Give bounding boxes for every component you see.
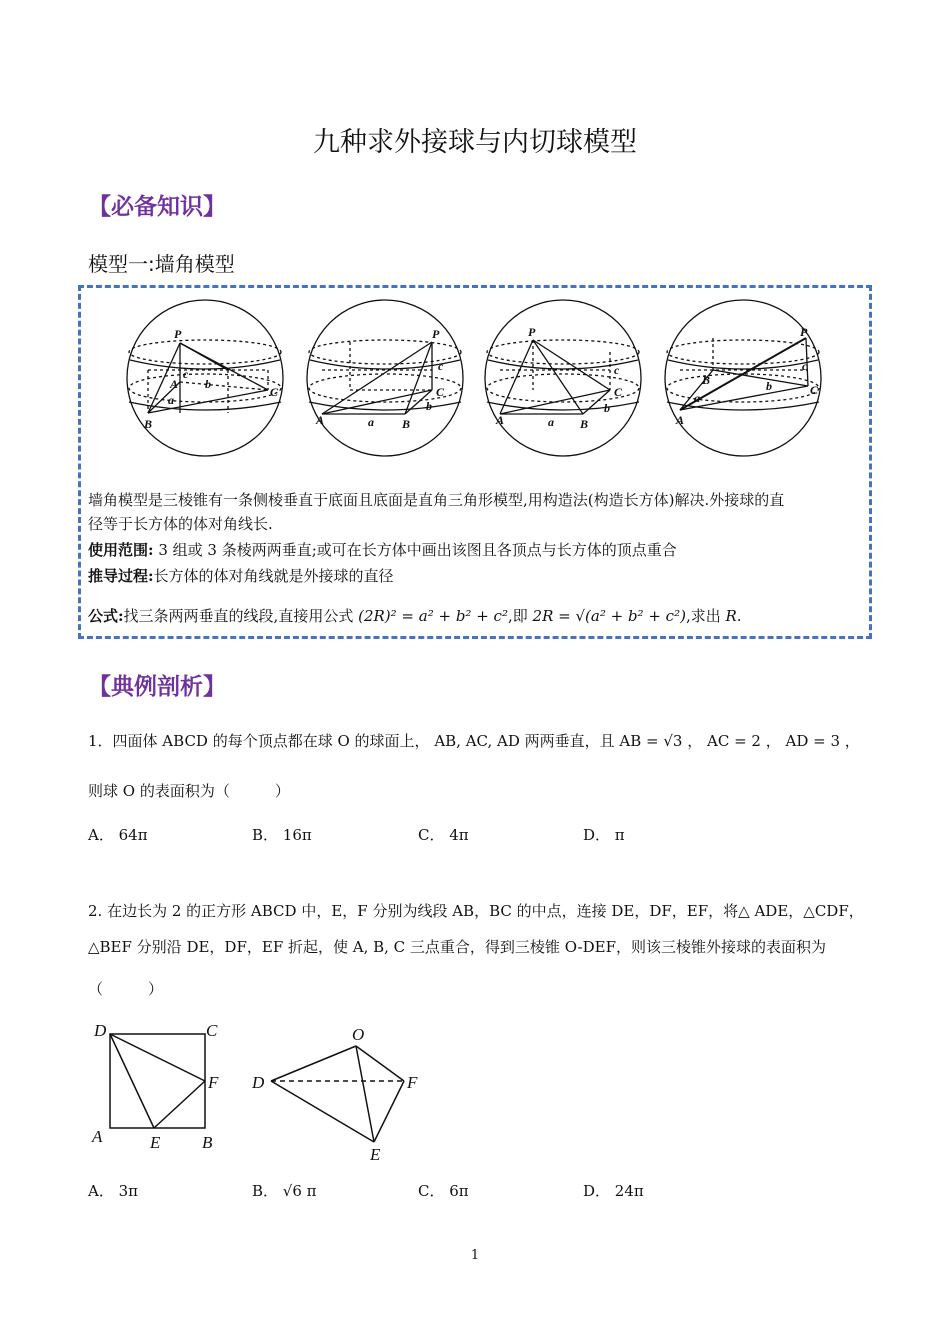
tet-label-F: F — [407, 1073, 418, 1092]
fig2-label-a: a — [368, 415, 374, 429]
fig4-label-c: c — [802, 359, 808, 373]
question-2-line-2: △BEF 分别沿 DE，DF，EF 折起，使 A, B, C 三点重合，得到三棱锥 O-DEF，则该三棱锥外接球的表面积为 — [88, 938, 826, 956]
fig4-label-b: b — [766, 379, 772, 393]
derivation-label: 推导过程: — [88, 567, 154, 585]
fig1-label-P: P — [174, 327, 182, 341]
sq-label-B: B — [202, 1133, 213, 1152]
fig2-label-C: C — [436, 385, 445, 399]
box-formula-line — [88, 604, 742, 628]
box-paragraph-1b: 径等于长方体的体对角线长. — [88, 515, 273, 533]
fig1-label-A: A — [170, 377, 179, 391]
q2-option-c[interactable]: C． 6π — [418, 1182, 469, 1200]
tetrahedron-figure — [271, 1046, 404, 1142]
usage-text: 3 组或 3 条棱两两垂直;或可在长方体中画出该图且各顶点与长方体的顶点重合 — [153, 541, 677, 559]
fig3-label-a: a — [548, 415, 554, 429]
tet-label-E: E — [370, 1145, 381, 1164]
derivation-text: 长方体的体对角线就是外接球的直径 — [153, 567, 394, 585]
fig3-label-B: B — [580, 417, 589, 431]
sq-label-D: D — [94, 1021, 107, 1040]
box-paragraph-1: 墙角模型是三棱锥有一条侧棱垂直于底面且底面是直角三角形模型,用构造法(构造长方体)解决.外接球的直 — [88, 491, 785, 509]
question-1-line-2: 则球 O 的表面积为（ ） — [88, 782, 290, 800]
fig4-label-A: A — [676, 413, 685, 427]
q2-option-a[interactable]: A． 3π — [88, 1182, 139, 1200]
page-number: 1 — [470, 1248, 480, 1263]
fig1-label-b: b — [205, 377, 211, 391]
fig3-label-P: P — [528, 325, 536, 339]
q1-option-d[interactable]: D． π — [583, 826, 625, 844]
tet-label-O: O — [352, 1025, 365, 1044]
sq-label-A: A — [92, 1127, 103, 1146]
fig4-label-a: a — [694, 391, 700, 405]
fig3-label-c: c — [614, 363, 620, 377]
fig1-label-C: C — [270, 385, 279, 399]
fig4-label-P: P — [800, 325, 808, 339]
fig3-label-C: C — [614, 385, 623, 399]
fig1-label-a: a — [168, 393, 174, 407]
sphere-figure-3 — [485, 300, 641, 456]
sphere-figure-4 — [665, 300, 821, 456]
formula-tail: ,求出 — [685, 607, 721, 625]
model-heading: 模型一:墙角模型 — [88, 252, 235, 276]
box-paragraph-3 — [88, 564, 394, 588]
q2-figures — [86, 1016, 436, 1166]
fig4-label-C: C — [810, 383, 819, 397]
fig2-label-c: c — [438, 359, 444, 373]
q1-option-b[interactable]: B． 16π — [252, 826, 312, 844]
fig2-label-P: P — [432, 327, 440, 341]
square-figure — [110, 1034, 205, 1128]
fig2-label-b: b — [426, 399, 432, 413]
sq-label-F: F — [208, 1073, 219, 1092]
section-heading-examples: 【典例剖析】 — [88, 674, 226, 700]
fig4-label-B: B — [702, 373, 711, 387]
fig3-label-A: A — [496, 413, 505, 427]
box-paragraph-2 — [88, 538, 677, 562]
question-2-line-3: （ ） — [88, 980, 164, 998]
fig1-label-B: B — [144, 417, 153, 431]
question-1-line-1: 1．四面体 ABCD 的每个顶点都在球 O 的球面上， AB, AC, AD 两两垂直，且 AB = √3 ， AC = 2 ， AD = 3 ， — [88, 732, 860, 750]
q1-option-a[interactable]: A． 64π — [88, 826, 148, 844]
q2-option-b[interactable]: B． √6 π — [252, 1182, 317, 1200]
sq-label-C: C — [206, 1021, 218, 1040]
formula-period: . — [736, 607, 742, 625]
formula-intro: 找三条两两垂直的线段,直接用公式 — [123, 607, 354, 625]
sphere-figure-2 — [307, 300, 463, 456]
formula-2: 2R = √(a² + b² + c²) — [532, 607, 686, 625]
sphere-figures — [120, 290, 840, 466]
fig3-label-b: b — [604, 401, 610, 415]
section-heading-knowledge: 【必备知识】 — [88, 194, 226, 220]
formula-var-R: R — [725, 607, 737, 625]
question-2-line-1: 2. 在边长为 2 的正方形 ABCD 中，E，F 分别为线段 AB，BC 的中点，连接 DE，DF，EF，将△ ADE，△CDF， — [88, 902, 864, 920]
usage-label: 使用范围: — [88, 541, 154, 559]
q2-option-d[interactable]: D． 24π — [583, 1182, 644, 1200]
formula-label: 公式: — [88, 607, 124, 625]
page-title: 九种求外接球与内切球模型 — [313, 127, 637, 158]
q1-option-c[interactable]: C． 4π — [418, 826, 469, 844]
formula-sep: ,即 — [507, 607, 528, 625]
fig2-label-B: B — [402, 417, 411, 431]
formula-1: (2R)² = a² + b² + c² — [358, 607, 508, 625]
fig1-label-c: c — [183, 367, 189, 381]
tet-label-D: D — [252, 1073, 265, 1092]
fig2-label-A: A — [316, 413, 325, 427]
sq-label-E: E — [150, 1133, 161, 1152]
